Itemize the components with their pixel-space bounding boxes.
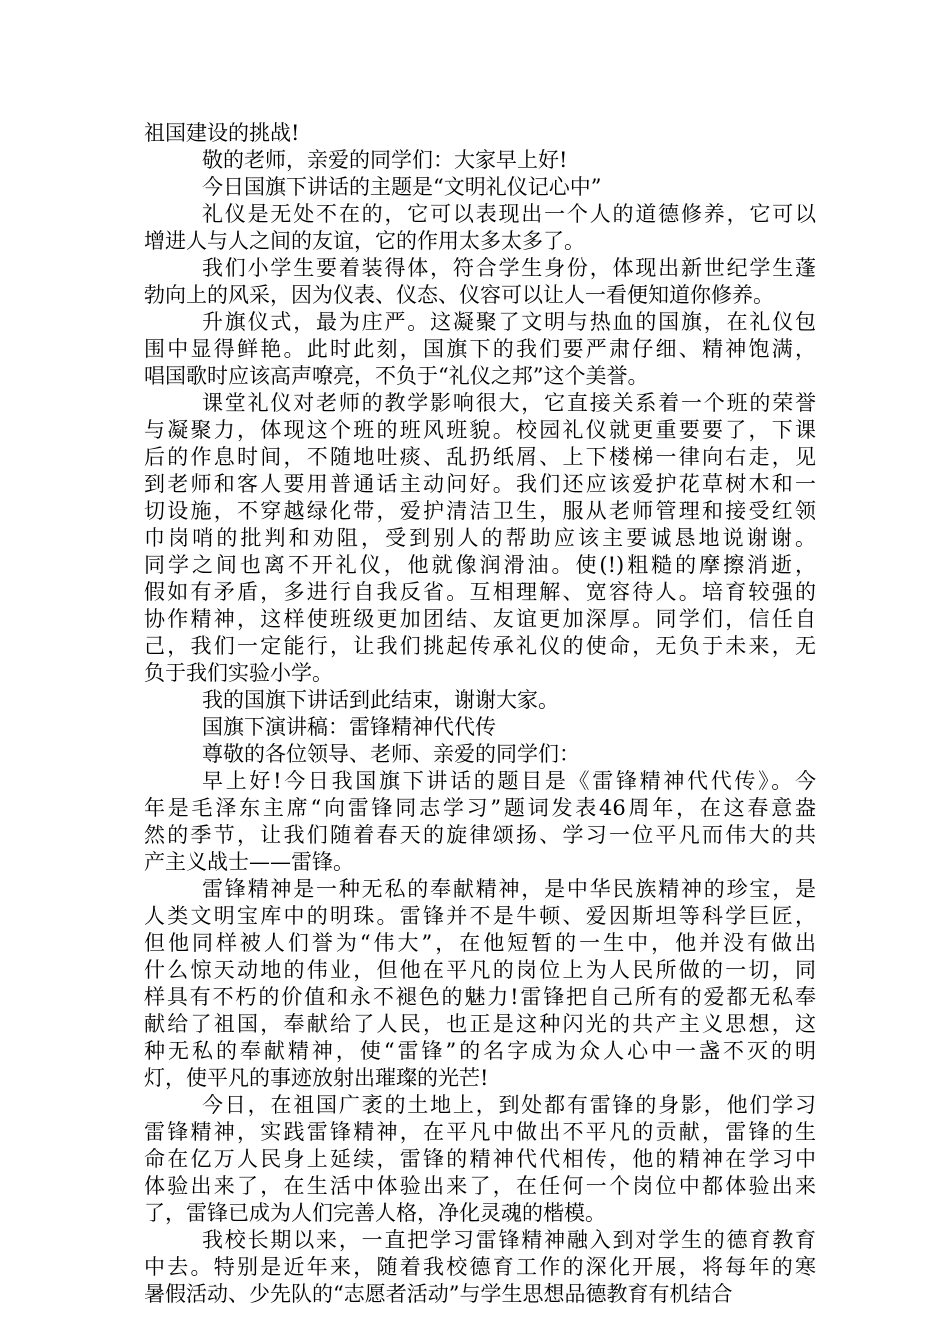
- text-line: 祖国建设的挑战!: [144, 121, 300, 145]
- text-line: 今日，在祖国广袤的土地上，到处都有雷锋的身影，他们学习: [202, 1093, 816, 1117]
- text-line: 产主义战士——雷锋。: [144, 850, 354, 874]
- text-line: 雷锋精神，实践雷锋精神，在平凡中做出不平凡的贡献，雷锋的生: [144, 1120, 816, 1144]
- text-line: 唱国歌时应该高声嘹亮，不负于“礼仪之邦”这个美誉。: [144, 364, 649, 388]
- text-line: 后的作息时间，不随地吐痰、乱扔纸屑、上下楼梯一律向右走，见: [144, 445, 816, 469]
- text-line: 雷锋精神是一种无私的奉献精神，是中华民族精神的珍宝，是: [202, 877, 816, 901]
- document-body: [144, 120, 816, 1308]
- paragraph: [144, 201, 816, 255]
- text-line: 我的国旗下讲话到此结束，谢谢大家。: [202, 688, 559, 712]
- text-line: 种无私的奉献精神，使“雷锋”的名字成为众人心中一盏不灭的明: [144, 1039, 816, 1063]
- text-line: 己，我们一定能行，让我们挑起传承礼仪的使命，无负于未来，无: [144, 634, 816, 658]
- text-line: 命在亿万人民身上延续，雷锋的精神代代相传，他的精神在学习中: [144, 1147, 816, 1171]
- paragraph: [144, 741, 816, 768]
- text-line: 样具有不朽的价值和永不褪色的魅力!雷锋把自己所有的爱都无私奉: [144, 985, 816, 1009]
- text-line: 我校长期以来，一直把学习雷锋精神融入到对学生的德育教育: [202, 1228, 816, 1252]
- text-line: 暑假活动、少先队的“志愿者活动”与学生思想品德教育有机结合: [144, 1282, 733, 1306]
- text-line: 人类文明宝库中的明珠。雷锋并不是牛顿、爱因斯坦等科学巨匠，: [144, 904, 816, 928]
- text-line: 课堂礼仪对老师的教学影响很大，它直接关系着一个班的荣誉: [202, 391, 816, 415]
- text-line: 年是毛泽东主席“向雷锋同志学习”题词发表46周年，在这春意盎: [144, 796, 816, 820]
- text-line: 与凝聚力，体现这个班的班风班貌。校园礼仪就更重要要了，下课: [144, 418, 816, 442]
- text-line: 然的季节，让我们随着春天的旋律颂扬、学习一位平凡而伟大的共: [144, 823, 816, 847]
- text-line: 我们小学生要着装得体，符合学生身份，体现出新世纪学生蓬: [202, 256, 816, 280]
- paragraph: [144, 255, 816, 309]
- text-line: 假如有矛盾，多进行自我反省。互相理解、宽容待人。培育较强的: [144, 580, 816, 604]
- text-line: 勃向上的风采，因为仪表、仪态、仪容可以让人一看便知道你修养。: [144, 283, 774, 307]
- paragraph: [144, 687, 816, 714]
- text-line: 切设施，不穿越绿化带，爱护清洁卫生，服从老师管理和接受红领: [144, 499, 816, 523]
- text-line: 中去。特别是近年来，随着我校德育工作的深化开展，将每年的寒: [144, 1255, 816, 1279]
- paragraph: [144, 120, 816, 147]
- text-line: 敬的老师，亲爱的同学们：大家早上好!: [202, 148, 568, 172]
- text-line: 尊敬的各位领导、老师、亲爱的同学们：: [202, 742, 580, 766]
- paragraph: [144, 174, 816, 201]
- paragraph: [144, 1227, 816, 1308]
- text-line: 早上好!今日我国旗下讲话的题目是《雷锋精神代代传》。今: [202, 769, 816, 793]
- text-line: 围中显得鲜艳。此时此刻，国旗下的我们要严肃仔细、精神饱满，: [144, 337, 816, 361]
- text-line: 礼仪是无处不在的，它可以表现出一个人的道德修养，它可以: [202, 202, 816, 226]
- text-line: 负于我们实验小学。: [144, 661, 333, 685]
- text-line: 到老师和客人要用普通话主动问好。我们还应该爱护花草树木和一: [144, 472, 816, 496]
- text-line: 什么惊天动地的伟业，但他在平凡的岗位上为人民所做的一切，同: [144, 958, 816, 982]
- text-line: 灯，使平凡的事迹放射出璀璨的光芒!: [144, 1066, 489, 1090]
- paragraph: [144, 768, 816, 876]
- text-line: 增进人与人之间的友谊，它的作用太多太多了。: [144, 229, 585, 253]
- text-line: 巾岗哨的批判和劝阻，受到别人的帮助应该主要诚恳地说谢谢。: [144, 526, 816, 550]
- text-line: 但他同样被人们誉为“伟大”，在他短暂的一生中，他并没有做出: [144, 931, 816, 955]
- paragraph: [144, 390, 816, 687]
- text-line: 今日国旗下讲话的主题是“文明礼仪记心中”: [202, 175, 602, 199]
- text-line: 国旗下演讲稿：雷锋精神代代传: [202, 715, 496, 739]
- paragraph: [144, 1092, 816, 1227]
- paragraph: [144, 714, 816, 741]
- paragraph: [144, 147, 816, 174]
- paragraph: [144, 876, 816, 1092]
- text-line: 协作精神，这样使班级更加团结、友谊更加深厚。同学们，信任自: [144, 607, 816, 631]
- text-line: 献给了祖国，奉献给了人民，也正是这种闪光的共产主义思想，这: [144, 1012, 816, 1036]
- paragraph: [144, 309, 816, 390]
- text-line: 同学之间也离不开礼仪，他就像润滑油。使(!)粗糙的摩擦消逝，: [144, 553, 816, 577]
- text-line: 升旗仪式，最为庄严。这凝聚了文明与热血的国旗，在礼仪包: [202, 310, 816, 334]
- text-line: 体验出来了，在生活中体验出来了，在任何一个岗位中都体验出来: [144, 1174, 816, 1198]
- text-line: 了，雷锋已成为人们完善人格，净化灵魂的楷模。: [144, 1201, 606, 1225]
